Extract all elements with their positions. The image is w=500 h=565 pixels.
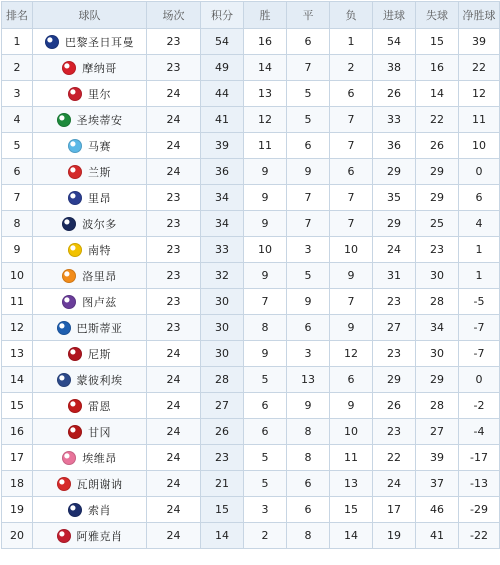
cell-won: 16 [244, 29, 287, 55]
team-name[interactable]: 甘冈 [88, 425, 111, 439]
team-name[interactable]: 兰斯 [88, 165, 111, 179]
cell-won: 5 [244, 445, 287, 471]
cell-rank: 12 [2, 315, 33, 341]
cell-goals-for: 23 [373, 419, 416, 445]
team-name[interactable]: 南特 [88, 243, 111, 257]
cell-drawn: 5 [287, 107, 330, 133]
cell-played: 23 [147, 55, 201, 81]
cell-drawn: 5 [287, 263, 330, 289]
team-crest-icon [68, 139, 82, 153]
cell-points: 21 [201, 471, 244, 497]
cell-lost: 6 [330, 81, 373, 107]
team-info [33, 320, 146, 336]
team-name[interactable]: 马赛 [88, 139, 111, 153]
team-crest-icon [68, 191, 82, 205]
team-info [33, 242, 146, 258]
cell-goals-for: 38 [373, 55, 416, 81]
cell-goals-against: 30 [416, 341, 459, 367]
team-info [33, 450, 146, 466]
team-crest-icon [68, 503, 82, 517]
team-info [33, 476, 146, 492]
cell-rank: 1 [2, 29, 33, 55]
cell-points: 44 [201, 81, 244, 107]
team-crest-icon [68, 399, 82, 413]
team-crest-icon [62, 269, 76, 283]
cell-lost: 12 [330, 341, 373, 367]
table-row[interactable] [2, 159, 500, 185]
cell-won: 12 [244, 107, 287, 133]
team-crest-icon [57, 529, 71, 543]
cell-lost: 7 [330, 185, 373, 211]
table-row[interactable] [2, 211, 500, 237]
cell-played: 24 [147, 419, 201, 445]
cell-played: 23 [147, 263, 201, 289]
team-name[interactable]: 摩纳哥 [82, 61, 117, 75]
table-row[interactable] [2, 419, 500, 445]
cell-goal-diff: 1 [459, 263, 500, 289]
team-info [33, 138, 146, 154]
cell-played: 24 [147, 159, 201, 185]
cell-team[interactable] [33, 29, 147, 55]
cell-goals-against: 34 [416, 315, 459, 341]
cell-points: 33 [201, 237, 244, 263]
cell-played: 24 [147, 497, 201, 523]
header-drawn[interactable]: 平 [287, 2, 330, 29]
team-name[interactable]: 波尔多 [82, 217, 117, 231]
cell-won: 11 [244, 133, 287, 159]
cell-drawn: 13 [287, 367, 330, 393]
cell-goal-diff: 22 [459, 55, 500, 81]
cell-team[interactable] [33, 341, 147, 367]
team-info [33, 528, 146, 544]
cell-lost: 9 [330, 263, 373, 289]
cell-played: 23 [147, 211, 201, 237]
cell-goals-against: 28 [416, 289, 459, 315]
cell-goal-diff: 39 [459, 29, 500, 55]
cell-rank: 14 [2, 367, 33, 393]
cell-drawn: 7 [287, 55, 330, 81]
cell-lost: 6 [330, 367, 373, 393]
cell-goals-against: 41 [416, 523, 459, 549]
team-name[interactable]: 里昂 [88, 191, 111, 205]
cell-lost: 6 [330, 159, 373, 185]
cell-points: 30 [201, 315, 244, 341]
header-lost[interactable]: 负 [330, 2, 373, 29]
cell-points: 15 [201, 497, 244, 523]
team-name[interactable]: 蒙彼利埃 [76, 373, 123, 387]
cell-team[interactable] [33, 263, 147, 289]
cell-goal-diff: 0 [459, 367, 500, 393]
cell-rank: 16 [2, 419, 33, 445]
cell-goals-against: 16 [416, 55, 459, 81]
team-crest-icon [68, 347, 82, 361]
cell-goal-diff: -4 [459, 419, 500, 445]
header-points[interactable]: 积分 [201, 2, 244, 29]
cell-played: 24 [147, 393, 201, 419]
team-crest-icon [62, 295, 76, 309]
team-info [33, 190, 146, 206]
cell-won: 13 [244, 81, 287, 107]
cell-rank: 17 [2, 445, 33, 471]
cell-points: 34 [201, 211, 244, 237]
cell-points: 41 [201, 107, 244, 133]
cell-team[interactable] [33, 315, 147, 341]
cell-goal-diff: 11 [459, 107, 500, 133]
cell-lost: 2 [330, 55, 373, 81]
cell-points: 30 [201, 341, 244, 367]
cell-drawn: 3 [287, 341, 330, 367]
cell-won: 2 [244, 523, 287, 549]
cell-goals-against: 29 [416, 367, 459, 393]
cell-goals-for: 27 [373, 315, 416, 341]
cell-played: 23 [147, 315, 201, 341]
cell-goals-against: 15 [416, 29, 459, 55]
team-name[interactable]: 阿雅克肖 [76, 529, 123, 543]
cell-drawn: 6 [287, 497, 330, 523]
header-team[interactable]: 球队 [33, 2, 147, 29]
cell-lost: 7 [330, 133, 373, 159]
cell-lost: 7 [330, 211, 373, 237]
cell-goal-diff: -22 [459, 523, 500, 549]
cell-drawn: 9 [287, 289, 330, 315]
team-crest-icon [62, 451, 76, 465]
cell-goals-for: 26 [373, 81, 416, 107]
cell-points: 30 [201, 289, 244, 315]
header-played[interactable]: 场次 [147, 2, 201, 29]
cell-team[interactable] [33, 523, 147, 549]
team-name[interactable]: 瓦朗谢讷 [76, 477, 123, 491]
standings-body [2, 29, 500, 549]
cell-rank: 15 [2, 393, 33, 419]
table-row[interactable] [2, 55, 500, 81]
cell-team[interactable] [33, 471, 147, 497]
cell-goals-against: 23 [416, 237, 459, 263]
team-name[interactable]: 圣埃蒂安 [76, 113, 123, 127]
team-info [33, 60, 146, 76]
team-name[interactable]: 雷恩 [88, 399, 111, 413]
cell-won: 9 [244, 211, 287, 237]
cell-rank: 19 [2, 497, 33, 523]
table-row[interactable] [2, 471, 500, 497]
cell-won: 8 [244, 315, 287, 341]
team-info [33, 86, 146, 102]
cell-won: 5 [244, 367, 287, 393]
cell-team[interactable] [33, 445, 147, 471]
cell-lost: 13 [330, 471, 373, 497]
cell-lost: 11 [330, 445, 373, 471]
team-name[interactable]: 索肖 [88, 503, 111, 517]
cell-won: 5 [244, 471, 287, 497]
cell-drawn: 5 [287, 81, 330, 107]
table-row[interactable] [2, 237, 500, 263]
cell-won: 10 [244, 237, 287, 263]
cell-goals-against: 28 [416, 393, 459, 419]
team-crest-icon [57, 477, 71, 491]
table-row[interactable] [2, 367, 500, 393]
cell-won: 6 [244, 419, 287, 445]
team-info [33, 34, 146, 50]
team-info [33, 372, 146, 388]
cell-goals-for: 29 [373, 367, 416, 393]
cell-rank: 5 [2, 133, 33, 159]
cell-rank: 9 [2, 237, 33, 263]
cell-goals-for: 35 [373, 185, 416, 211]
cell-played: 23 [147, 289, 201, 315]
cell-points: 27 [201, 393, 244, 419]
table-row[interactable] [2, 445, 500, 471]
table-row[interactable] [2, 185, 500, 211]
header-rank[interactable]: 排名 [2, 2, 33, 29]
cell-played: 24 [147, 523, 201, 549]
cell-rank: 11 [2, 289, 33, 315]
cell-points: 32 [201, 263, 244, 289]
cell-goals-for: 31 [373, 263, 416, 289]
cell-drawn: 8 [287, 419, 330, 445]
cell-goals-for: 24 [373, 237, 416, 263]
cell-goals-against: 30 [416, 263, 459, 289]
cell-lost: 7 [330, 107, 373, 133]
cell-points: 39 [201, 133, 244, 159]
table-row[interactable] [2, 263, 500, 289]
cell-lost: 15 [330, 497, 373, 523]
team-info [33, 398, 146, 414]
cell-goals-against: 22 [416, 107, 459, 133]
cell-won: 9 [244, 263, 287, 289]
cell-drawn: 6 [287, 133, 330, 159]
team-crest-icon [57, 321, 71, 335]
team-info [33, 346, 146, 362]
cell-team[interactable] [33, 133, 147, 159]
table-row[interactable] [2, 341, 500, 367]
cell-lost: 7 [330, 289, 373, 315]
cell-goals-for: 26 [373, 393, 416, 419]
cell-drawn: 8 [287, 523, 330, 549]
cell-goal-diff: 10 [459, 133, 500, 159]
cell-won: 9 [244, 185, 287, 211]
team-crest-icon [68, 425, 82, 439]
team-crest-icon [68, 243, 82, 257]
cell-team[interactable] [33, 81, 147, 107]
cell-lost: 9 [330, 393, 373, 419]
cell-drawn: 8 [287, 445, 330, 471]
cell-drawn: 9 [287, 393, 330, 419]
team-name[interactable]: 里尔 [88, 87, 111, 101]
team-info [33, 216, 146, 232]
cell-played: 24 [147, 81, 201, 107]
cell-rank: 13 [2, 341, 33, 367]
cell-team[interactable] [33, 159, 147, 185]
team-crest-icon [57, 373, 71, 387]
team-info [33, 112, 146, 128]
header-goal-diff[interactable]: 净胜球 [459, 2, 500, 29]
league-standings-table [1, 1, 500, 549]
cell-played: 23 [147, 185, 201, 211]
team-info [33, 502, 146, 518]
table-row[interactable] [2, 81, 500, 107]
cell-won: 14 [244, 55, 287, 81]
cell-rank: 10 [2, 263, 33, 289]
cell-goal-diff: -13 [459, 471, 500, 497]
cell-rank: 3 [2, 81, 33, 107]
cell-goals-against: 29 [416, 185, 459, 211]
cell-played: 24 [147, 471, 201, 497]
cell-team[interactable] [33, 55, 147, 81]
cell-goal-diff: -2 [459, 393, 500, 419]
cell-lost: 14 [330, 523, 373, 549]
cell-goals-for: 17 [373, 497, 416, 523]
cell-goal-diff: -17 [459, 445, 500, 471]
cell-points: 54 [201, 29, 244, 55]
table-row[interactable] [2, 497, 500, 523]
table-row[interactable] [2, 107, 500, 133]
cell-team[interactable] [33, 185, 147, 211]
cell-goals-for: 54 [373, 29, 416, 55]
cell-goals-for: 23 [373, 341, 416, 367]
team-name[interactable]: 洛里昂 [82, 269, 117, 283]
cell-drawn: 6 [287, 29, 330, 55]
cell-lost: 10 [330, 237, 373, 263]
cell-points: 28 [201, 367, 244, 393]
table-row[interactable] [2, 315, 500, 341]
cell-goals-against: 25 [416, 211, 459, 237]
cell-drawn: 9 [287, 159, 330, 185]
team-crest-icon [45, 35, 59, 49]
cell-goal-diff: -5 [459, 289, 500, 315]
cell-goal-diff: -7 [459, 315, 500, 341]
cell-points: 14 [201, 523, 244, 549]
cell-drawn: 7 [287, 185, 330, 211]
cell-rank: 7 [2, 185, 33, 211]
team-crest-icon [62, 61, 76, 75]
table-row[interactable] [2, 523, 500, 549]
table-header-row [2, 2, 500, 29]
cell-goal-diff: 6 [459, 185, 500, 211]
cell-goal-diff: 4 [459, 211, 500, 237]
cell-played: 24 [147, 107, 201, 133]
cell-played: 24 [147, 367, 201, 393]
cell-goals-against: 29 [416, 159, 459, 185]
cell-team[interactable] [33, 211, 147, 237]
team-name[interactable]: 埃维昂 [82, 451, 117, 465]
table-row[interactable] [2, 133, 500, 159]
cell-points: 26 [201, 419, 244, 445]
table-row[interactable] [2, 393, 500, 419]
cell-drawn: 7 [287, 211, 330, 237]
team-name[interactable]: 尼斯 [88, 347, 111, 361]
cell-team[interactable] [33, 367, 147, 393]
cell-rank: 4 [2, 107, 33, 133]
cell-played: 24 [147, 341, 201, 367]
team-crest-icon [57, 113, 71, 127]
cell-goals-against: 39 [416, 445, 459, 471]
cell-drawn: 3 [287, 237, 330, 263]
team-crest-icon [62, 217, 76, 231]
cell-goals-against: 14 [416, 81, 459, 107]
cell-won: 9 [244, 341, 287, 367]
cell-goals-for: 33 [373, 107, 416, 133]
cell-goal-diff: -29 [459, 497, 500, 523]
cell-rank: 2 [2, 55, 33, 81]
cell-won: 6 [244, 393, 287, 419]
cell-drawn: 6 [287, 315, 330, 341]
header-goals-against[interactable]: 失球 [416, 2, 459, 29]
cell-drawn: 6 [287, 471, 330, 497]
cell-points: 34 [201, 185, 244, 211]
team-info [33, 424, 146, 440]
cell-lost: 10 [330, 419, 373, 445]
team-crest-icon [68, 87, 82, 101]
cell-goals-against: 37 [416, 471, 459, 497]
cell-goals-for: 23 [373, 289, 416, 315]
cell-goals-for: 29 [373, 159, 416, 185]
cell-played: 23 [147, 237, 201, 263]
cell-team[interactable] [33, 289, 147, 315]
cell-points: 36 [201, 159, 244, 185]
cell-won: 3 [244, 497, 287, 523]
cell-won: 9 [244, 159, 287, 185]
cell-played: 24 [147, 445, 201, 471]
cell-played: 24 [147, 133, 201, 159]
cell-team[interactable] [33, 393, 147, 419]
cell-team[interactable] [33, 107, 147, 133]
table-row[interactable] [2, 289, 500, 315]
cell-goal-diff: 1 [459, 237, 500, 263]
cell-lost: 1 [330, 29, 373, 55]
team-info [33, 294, 146, 310]
cell-goals-for: 24 [373, 471, 416, 497]
team-crest-icon [68, 165, 82, 179]
cell-goals-for: 19 [373, 523, 416, 549]
team-name[interactable]: 图卢兹 [82, 295, 117, 309]
cell-goal-diff: 0 [459, 159, 500, 185]
cell-rank: 8 [2, 211, 33, 237]
cell-goals-against: 46 [416, 497, 459, 523]
cell-rank: 18 [2, 471, 33, 497]
cell-goals-against: 26 [416, 133, 459, 159]
cell-goals-for: 22 [373, 445, 416, 471]
cell-won: 7 [244, 289, 287, 315]
cell-team[interactable] [33, 497, 147, 523]
cell-points: 49 [201, 55, 244, 81]
team-name[interactable]: 巴斯蒂亚 [76, 321, 123, 335]
cell-goals-for: 36 [373, 133, 416, 159]
team-info [33, 268, 146, 284]
cell-played: 23 [147, 29, 201, 55]
cell-goals-against: 27 [416, 419, 459, 445]
cell-team[interactable] [33, 419, 147, 445]
cell-goals-for: 29 [373, 211, 416, 237]
header-won[interactable]: 胜 [244, 2, 287, 29]
cell-rank: 6 [2, 159, 33, 185]
cell-goal-diff: -7 [459, 341, 500, 367]
cell-points: 23 [201, 445, 244, 471]
table-row[interactable] [2, 29, 500, 55]
cell-rank: 20 [2, 523, 33, 549]
cell-goal-diff: 12 [459, 81, 500, 107]
cell-team[interactable] [33, 237, 147, 263]
cell-lost: 9 [330, 315, 373, 341]
team-name[interactable]: 巴黎圣日耳曼 [65, 35, 134, 49]
team-info [33, 164, 146, 180]
header-goals-for[interactable]: 进球 [373, 2, 416, 29]
